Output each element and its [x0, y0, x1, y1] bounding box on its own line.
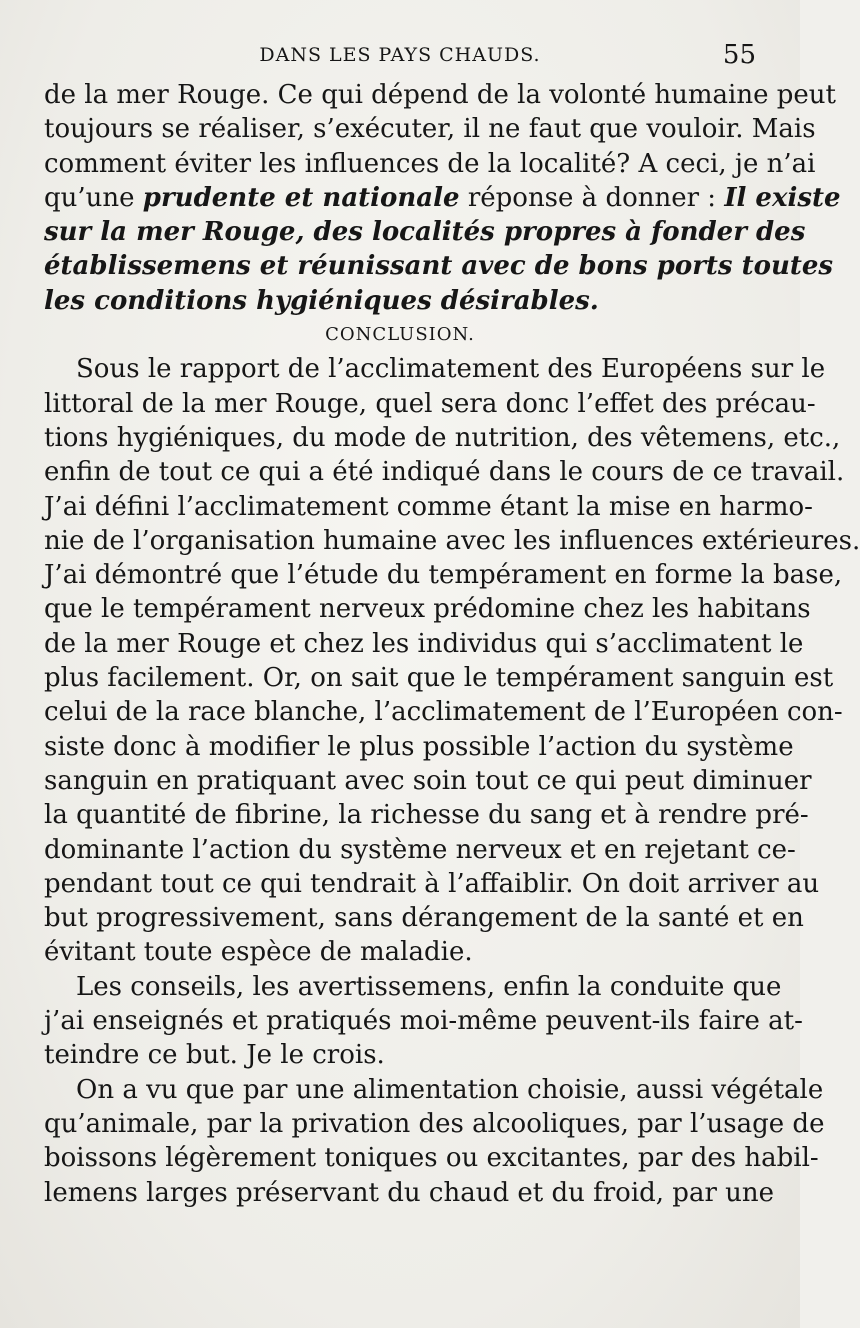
text-line: lemens larges préservant du chaud et du froid, par une	[44, 1177, 775, 1208]
text-line: de la mer Rouge et chez les individus qui s’acclimatent le	[44, 628, 804, 659]
text-line: siste donc à modifier le plus possible l’action du système	[44, 731, 794, 762]
text-line: qu’animale, par la privation des alcooliques, par l’usage de	[44, 1108, 825, 1139]
text-run: qu’une	[44, 182, 143, 213]
text-run: réponse à donner :	[459, 182, 725, 213]
text-line: la quantité de fibrine, la richesse du sang et à rendre pré-	[44, 800, 809, 831]
page-header	[44, 40, 756, 74]
text-line: Sous le rapport de l’acclimatement des Européens sur le	[76, 354, 826, 385]
text-line: J’ai défini l’acclimatement comme étant la mise en harmo-	[44, 491, 813, 522]
text-line: plus facilement. Or, on sait que le tempérament sanguin est	[44, 663, 834, 694]
text-line: teindre ce but. Je le crois.	[44, 1040, 385, 1071]
italic-line: établissemens et réunissant avec de bons ports toutes	[44, 251, 834, 282]
text-line: tions hygiéniques, du mode de nutrition, des vêtemens, etc.,	[44, 422, 841, 453]
text-line: nie de l’organisation humaine avec les influences extérieures.	[44, 525, 860, 556]
italic-line: sur la mer Rouge, des localités propres à fonder des	[44, 217, 806, 248]
text-line: sanguin en pratiquant avec soin tout ce qui peut diminuer	[44, 765, 812, 796]
text-line: évitant toute espèce de maladie.	[44, 937, 473, 968]
italic-run: prudente et nationale	[142, 182, 460, 213]
text-line: J’ai démontré que l’étude du tempérament en forme la base,	[44, 560, 843, 591]
paragraph	[44, 352, 860, 969]
running-head: DANS LES PAYS CHAUDS.	[259, 44, 541, 66]
section-heading: CONCLUSION.	[325, 324, 475, 346]
italic-line: les conditions hygiéniques désirables.	[44, 285, 599, 316]
text-line: celui de la race blanche, l’acclimatement de l’Européen con-	[44, 697, 843, 728]
italic-run: Il existe	[724, 182, 841, 213]
text-line: comment éviter les influences de la localité? A ceci, je n’ai	[44, 148, 816, 179]
text-line: que le tempérament nerveux prédomine chez les habitans	[44, 594, 811, 625]
text-line: boissons légèrement toniques ou excitantes, par des habil-	[44, 1143, 819, 1174]
text-line-mixed	[44, 181, 841, 215]
text-line: toujours se réaliser, s’exécuter, il ne faut que vouloir. Mais	[44, 114, 816, 145]
text-line: littoral de la mer Rouge, quel sera donc l’effet des précau-	[44, 388, 816, 419]
page-body	[44, 78, 860, 1210]
text-line: Les conseils, les avertissemens, enfin la conduite que	[76, 971, 782, 1002]
page-number: 55	[722, 40, 756, 70]
text-line: but progressivement, sans dérangement de la santé et en	[44, 903, 804, 934]
text-line: de la mer Rouge. Ce qui dépend de la volonté humaine peut	[44, 80, 836, 110]
text-line: dominante l’action du système nerveux et en rejetant ce-	[44, 834, 796, 865]
text-line: On a vu que par une alimentation choisie, aussi végétale	[76, 1074, 824, 1105]
paragraph	[44, 1073, 825, 1210]
text-line: enfin de tout ce qui a été indiqué dans le cours de ce travail.	[44, 457, 845, 488]
paragraph	[44, 970, 803, 1073]
text-line: pendant tout ce qui tendrait à l’affaiblir. On doit arriver au	[44, 868, 820, 899]
text-line: j’ai enseignés et pratiqués moi-même peuvent-ils faire at-	[44, 1006, 803, 1037]
